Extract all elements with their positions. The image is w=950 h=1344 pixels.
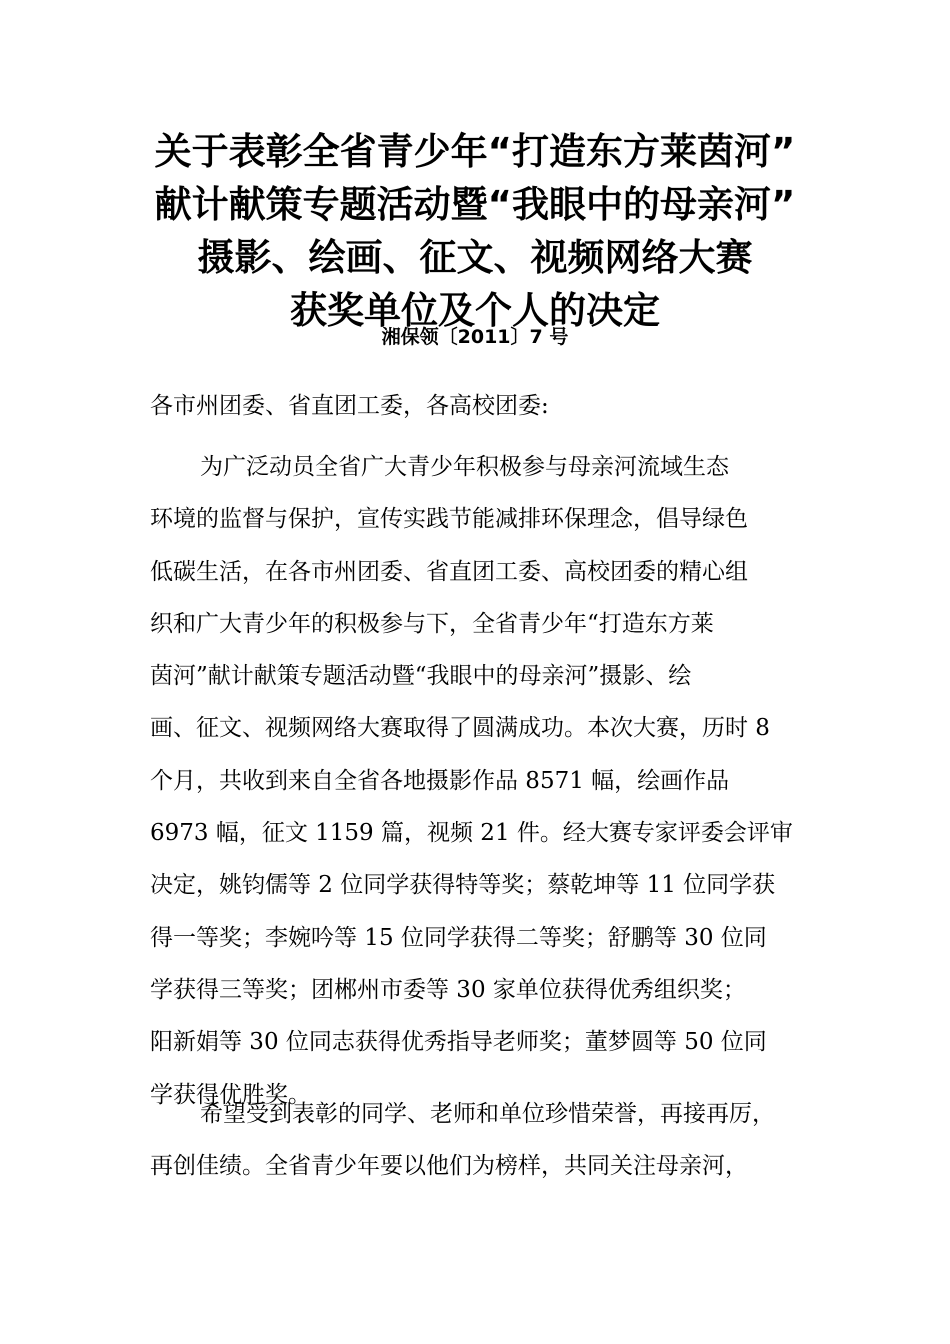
paragraph-line: 个月，共收到来自全省各地摄影作品 8571 幅，绘画作品 — [150, 767, 730, 794]
paragraph-line: 学获得优胜奖。 — [150, 1081, 311, 1108]
title-line-1: 关于表彰全省青少年“打造东方莱茵河” — [154, 130, 796, 173]
paragraph-line: 6973 幅，征文 1159 篇，视频 21 件。经大赛专家评委会评审 — [150, 820, 793, 847]
paragraph-line: 环境的监督与保护，宣传实践节能减排环保理念，倡导绿色 — [150, 506, 748, 533]
paragraph-line: 低碳生活，在各市州团委、省直团工委、高校团委的精心组 — [150, 558, 748, 585]
paragraph-line: 得一等奖；李婉吟等 15 位同学获得二等奖；舒鹏等 30 位同 — [150, 924, 767, 951]
document-number: 湘保领〔2011〕7 号 — [381, 326, 569, 348]
document-title — [60, 125, 890, 337]
title-line-4: 获奖单位及个人的决定 — [290, 289, 660, 332]
paragraph-line: 再创佳绩。全省青少年要以他们为榜样，共同关注母亲河， — [150, 1153, 748, 1180]
paragraph-line: 阳新娟等 30 位同志获得优秀指导老师奖；董梦圆等 50 位同 — [150, 1029, 767, 1056]
paragraph-line: 决定，姚钧儒等 2 位同学获得特等奖；蔡乾坤等 11 位同学获 — [150, 872, 776, 899]
paragraph-line: 茵河”献计献策专题活动暨“我眼中的母亲河”摄影、绘 — [150, 663, 692, 690]
body-paragraph-2 — [150, 1088, 810, 1193]
paragraph-line: 画、征文、视频网络大赛取得了圆满成功。本次大赛，历时 8 — [150, 715, 770, 742]
body-paragraph-1 — [150, 441, 810, 1121]
paragraph-line: 希望受到表彰的同学、老师和单位珍惜荣誉，再接再厉， — [200, 1101, 775, 1127]
paragraph-line: 学获得三等奖；团郴州市委等 30 家单位获得优秀组织奖； — [150, 976, 746, 1003]
paragraph-line: 织和广大青少年的积极参与下，全省青少年“打造东方莱 — [150, 610, 714, 637]
salutation: 各市州团委、省直团工委，各高校团委: — [150, 393, 549, 419]
paragraph-line: 为广泛动员全省广大青少年积极参与母亲河流域生态 — [200, 454, 729, 480]
title-line-2: 献计献策专题活动暨“我眼中的母亲河” — [154, 183, 796, 226]
title-line-3: 摄影、绘画、征文、视频网络大赛 — [197, 236, 753, 279]
